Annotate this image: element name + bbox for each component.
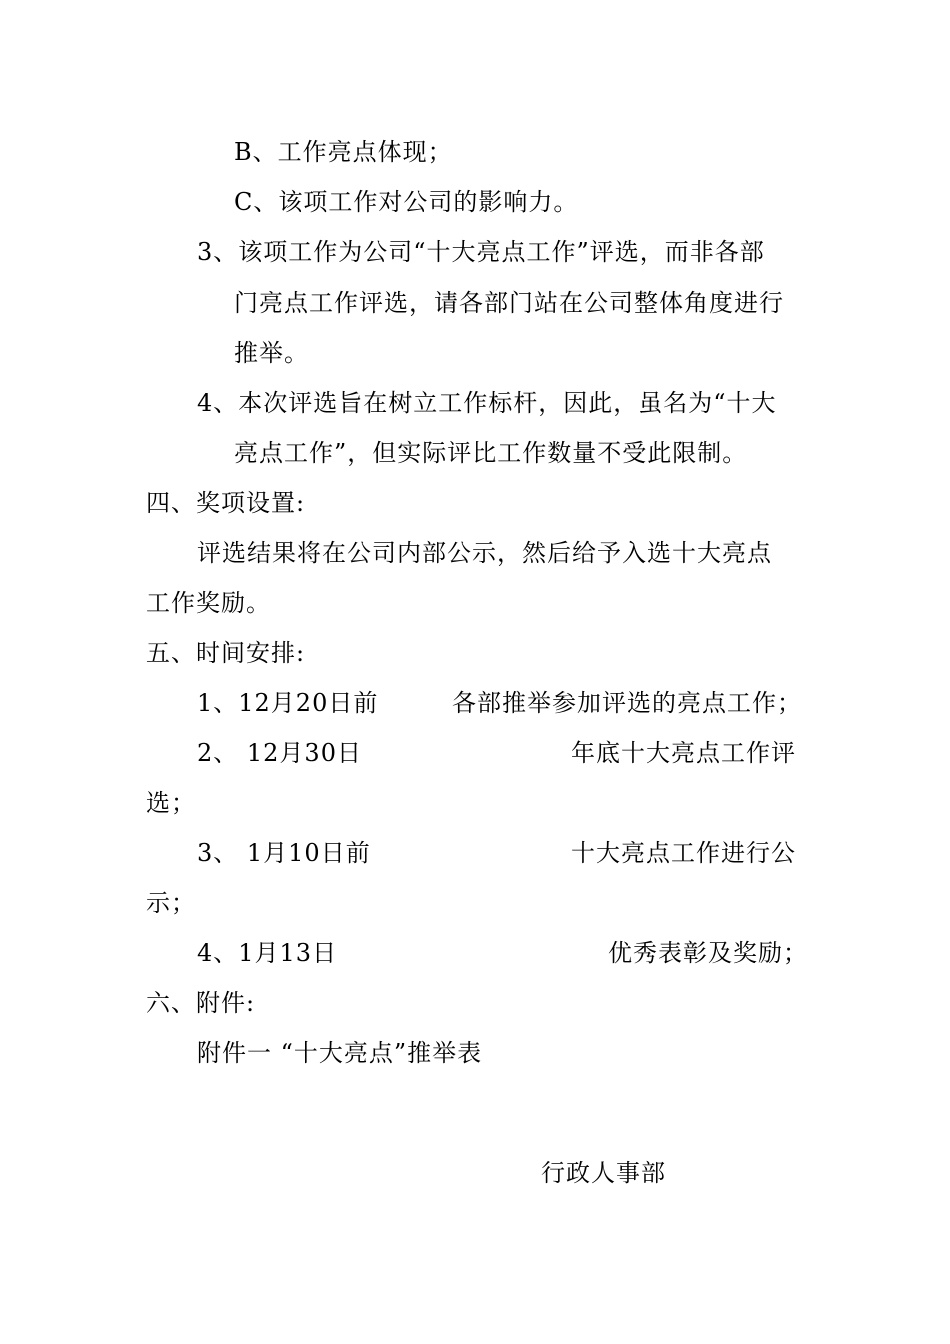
schedule-task-2: 年底十大亮点工作评: [571, 739, 796, 767]
schedule-task-1: 各部推举参加评选的亮点工作；: [452, 689, 802, 717]
schedule-task-3-wrap: 示；: [146, 889, 196, 917]
note-3-line-3: 推举。: [234, 339, 309, 367]
signature: 行政人事部: [541, 1159, 666, 1187]
awards-line-2: 工作奖励。: [146, 589, 271, 617]
schedule-date-2: 2、 12月30日: [197, 739, 362, 767]
schedule-task-3: 十大亮点工作进行公: [571, 839, 796, 867]
schedule-task-4: 优秀表彰及奖励；: [608, 939, 808, 967]
schedule-task-2-wrap: 选；: [146, 789, 196, 817]
attachments-heading: 六、附件:: [146, 989, 256, 1017]
awards-heading: 四、奖项设置:: [146, 489, 306, 517]
note-3-line-1: 3、该项工作为公司“十大亮点工作”评选，而非各部: [197, 238, 765, 266]
criteria-b: B、工作亮点体现；: [234, 138, 453, 166]
note-4-line-2: 亮点工作”，但实际评比工作数量不受此限制。: [234, 439, 748, 467]
awards-line-1: 评选结果将在公司内部公示，然后给予入选十大亮点: [197, 539, 772, 567]
note-3-line-2: 门亮点工作评选，请各部门站在公司整体角度进行: [234, 289, 784, 317]
schedule-heading: 五、时间安排:: [146, 639, 306, 667]
attachment-item-1: 附件一 “十大亮点”推举表: [197, 1039, 483, 1067]
criteria-c: C、该项工作对公司的影响力。: [234, 188, 579, 216]
schedule-date-4: 4、1月13日: [197, 939, 338, 967]
note-4-line-1: 4、本次评选旨在树立工作标杆，因此，虽名为“十大: [197, 389, 777, 417]
schedule-date-3: 3、 1月10日前: [197, 839, 371, 867]
schedule-date-1: 1、12月20日前: [197, 689, 379, 717]
